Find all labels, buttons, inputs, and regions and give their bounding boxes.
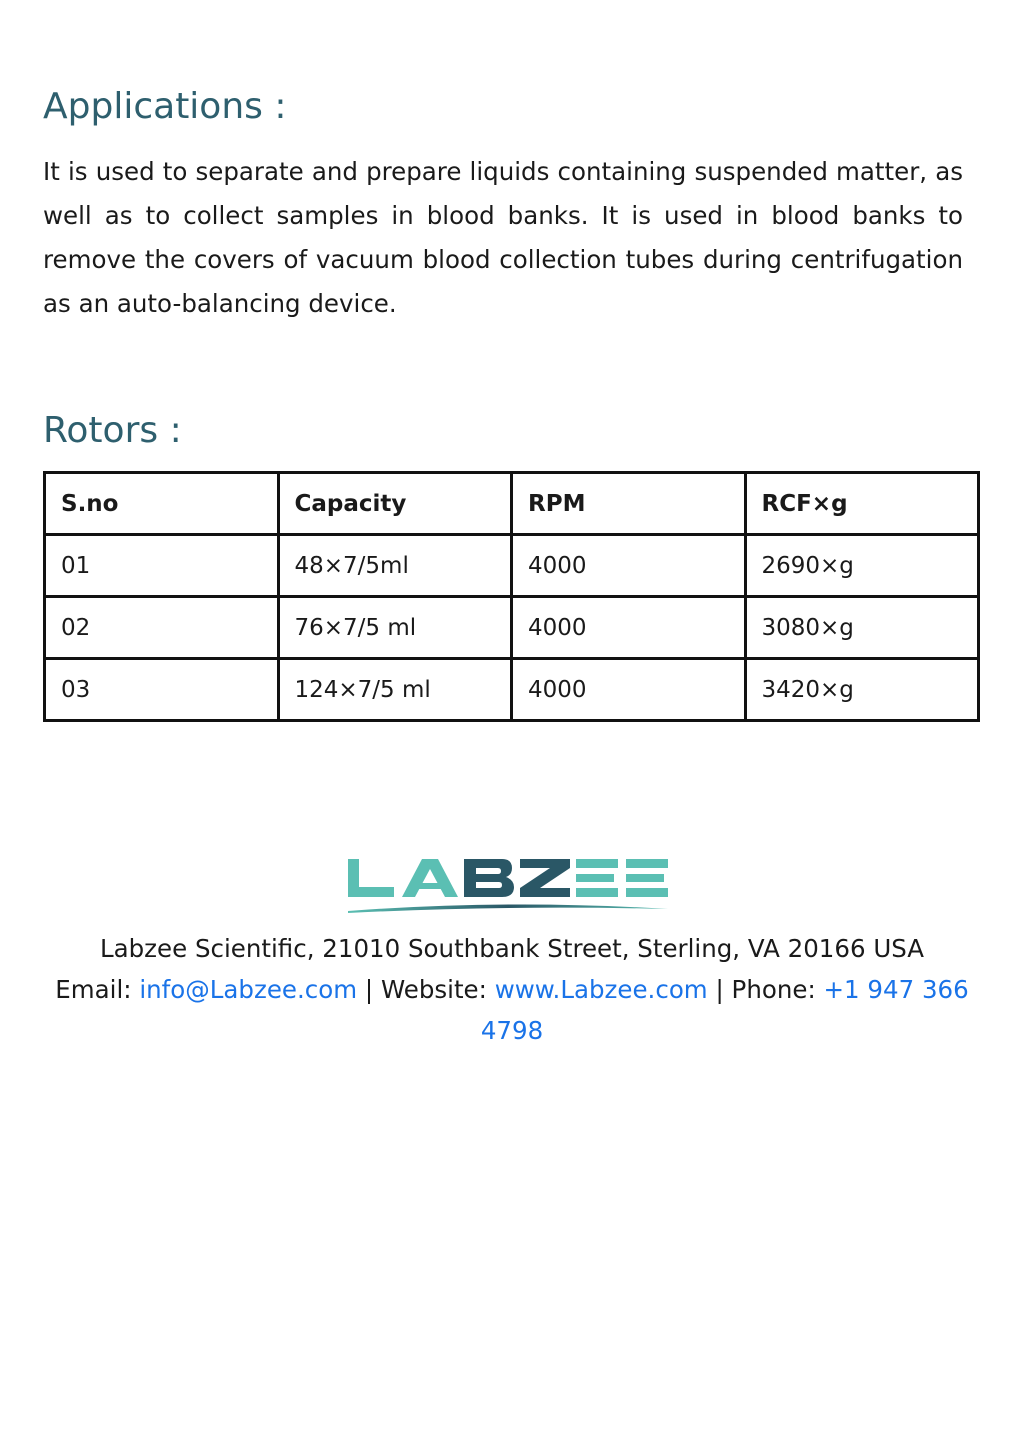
email-link[interactable]: info@Labzee.com <box>139 975 358 1004</box>
applications-text: It is used to separate and prepare liquids containing suspended matter, as well as to collect samples in blood banks. It is used in blood banks to remove the covers of vacuum blood collection tubes during centrifugation as an auto-balancing device. <box>43 157 963 318</box>
email-label: Email: <box>55 975 132 1004</box>
column-header-sno: S.no <box>45 473 279 535</box>
cell-sno: 03 <box>45 659 279 721</box>
phone-link[interactable]: +1 947 366 4798 <box>480 975 969 1045</box>
cell-rcf: 2690×g <box>745 535 979 597</box>
company-address: Labzee Scientific, 21010 Southbank Street, Sterling, VA 20166 USA <box>99 934 925 963</box>
rotors-table <box>43 471 980 722</box>
cell-capacity: 48×7/5ml <box>278 535 512 597</box>
table-header-row <box>45 473 979 535</box>
cell-rcf: 3080×g <box>745 597 979 659</box>
rotors-heading: Rotors : <box>43 410 182 451</box>
cell-rcf: 3420×g <box>745 659 979 721</box>
cell-sno: 01 <box>45 535 279 597</box>
column-header-capacity: Capacity <box>278 473 512 535</box>
website-label: Website: <box>380 975 487 1004</box>
website-link[interactable]: www.Labzee.com <box>494 975 708 1004</box>
cell-rpm: 4000 <box>512 535 746 597</box>
separator: | <box>715 975 724 1004</box>
cell-capacity: 76×7/5 ml <box>278 597 512 659</box>
cell-rpm: 4000 <box>512 597 746 659</box>
phone-label: Phone: <box>731 975 816 1004</box>
labzee-logo <box>344 853 670 917</box>
cell-rpm: 4000 <box>512 659 746 721</box>
separator: | <box>364 975 374 1004</box>
table-row <box>45 659 979 721</box>
table-row <box>45 535 979 597</box>
contact-line <box>40 969 984 1051</box>
applications-heading: Applications : <box>43 86 287 127</box>
cell-sno: 02 <box>45 597 279 659</box>
column-header-rpm: RPM <box>512 473 746 535</box>
column-header-rcf: RCF×g <box>745 473 979 535</box>
table-row <box>45 597 979 659</box>
cell-capacity: 124×7/5 ml <box>278 659 512 721</box>
